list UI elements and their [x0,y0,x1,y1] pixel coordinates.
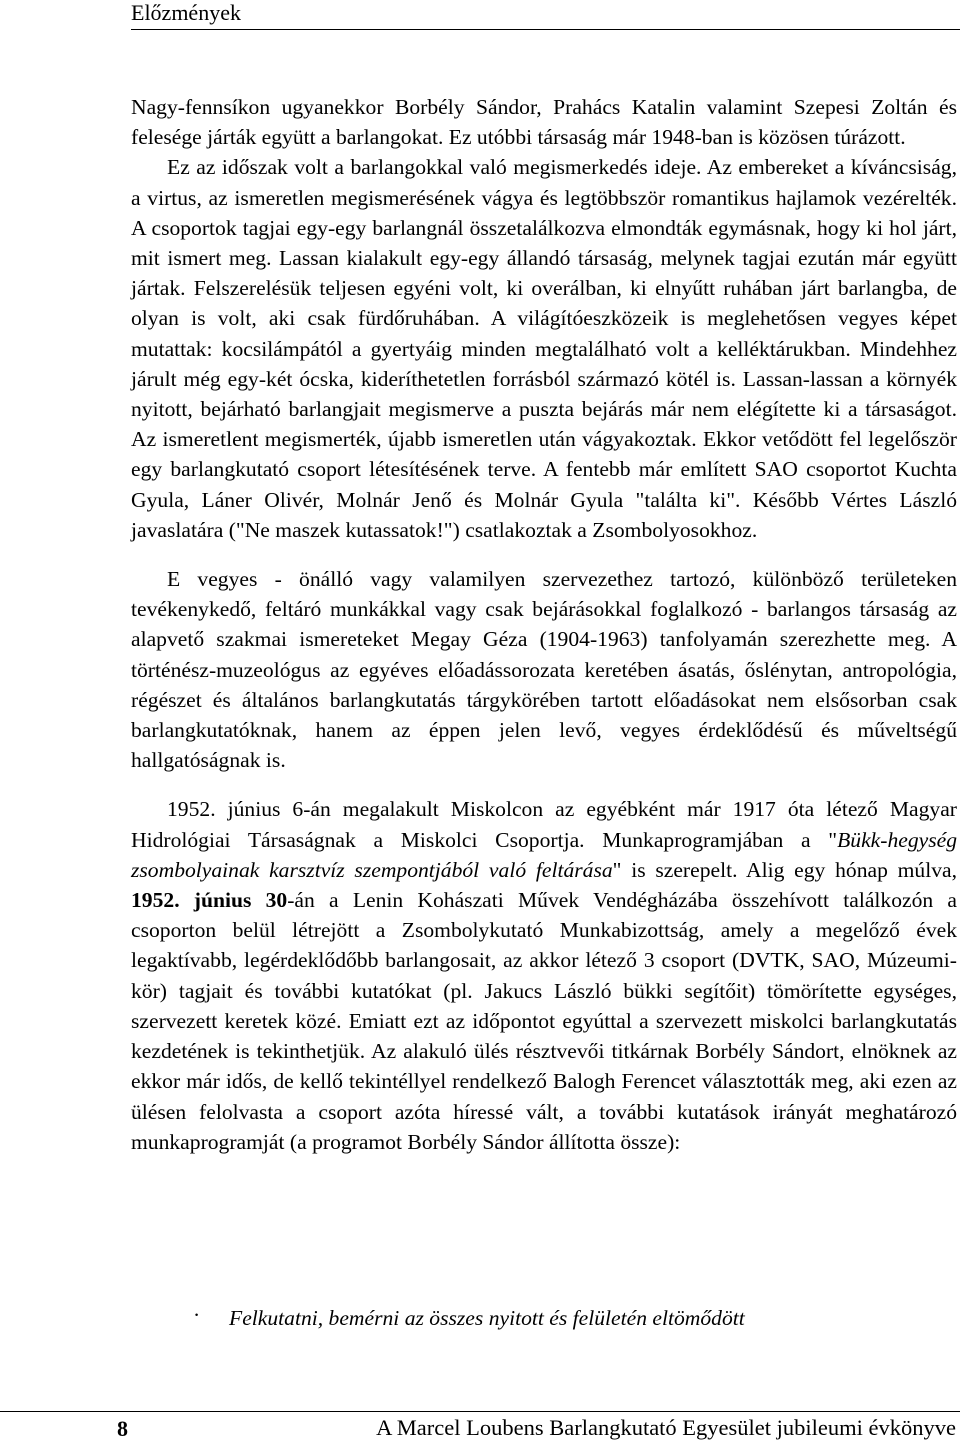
footer-rule [0,1411,960,1412]
paragraph-4-text-1: 1952. június 6-án megalakult Miskolcon az egyébként már 1917 óta létező Magyar Hidrológiai Társaságnak a Miskolci Csoportja. Munkaprogramjában a " [131,797,957,852]
paragraph-2: Ez az időszak volt a barlangokkal való megismerkedés ideje. Az embereket a kíváncsiság, a virtus, az ismeretlen megismerésének vágya és legtöbbször romantikus hajlamok vezérelték. A csoportok tagjai egy-egy barlangnál összetalálkozva elmondták egymásnak, hogy ki hol járt, mit ismert meg. Lassan kialakult egy-egy állandó társaság, melynek tagjai ezután már együtt jártak. Felszerelésük teljesen egyéni volt, ki overálban, ki elnyűtt ruhában járt barlangba, de olyan is volt, aki csak fürdőruhában. A világítóeszközeik is meglehetősen vegyes képet mutattak: kocsilámpától a gyertyáig minden megtalálható volt a kelléktárukban. Mindehhez járult még egy-két ócska, kideríthetetlen forrásból származó kötél is. Lassan-lassan a környék nyitott, bejárható barlangjait megismerve a puszta bejárás már nem elégítette ki a társaságot. Az ismeretlent megismerték, újabb ismeretlen után vágyakoztak. Ekkor vetődött fel legelőször egy barlangkutató csoport létesítésének terve. A fentebb már említett SAO csoportot Kuchta Gyula, Láner Olivér, Molnár Jenő és Molnár Gyula "találta ki". Később Vértes László javaslatára ("Ne maszek kutassatok!") csatlakoztak a Zsombolyosokhoz. [131,155,957,542]
paragraph-1: Nagy-fennsíkon ugyanekkor Borbély Sándor, Prahács Katalin valamint Szepesi Zoltán és felesége járták együtt a barlangokat. Ez utóbbi társaság már 1948-ban is közösen túrázott. [131,95,957,150]
founding-date-bold: 1952. június 30 [131,888,288,913]
footer-book-title: A Marcel Loubens Barlangkutató Egyesület jubileumi évkönyve [376,1415,956,1440]
header-rule [131,29,960,30]
paragraph-4 [131,794,957,1156]
page-header-title: Előzmények [131,0,241,25]
bullet-marker: · [193,1303,201,1327]
page-number: 8 [117,1416,128,1441]
paragraph-4-text-2: " is szerepelt. Alig egy hónap múlva, [612,857,957,882]
body-text [131,92,957,1157]
paragraph-3: E vegyes - önálló vagy valamilyen szervezethez tartozó, különböző területeken tevékenykedő, feltáró munkákkal vagy csak bejárásokkal foglalkozó - barlangos társaság az alapvető szakmai ismereteket Megay Géza (1904-1963) tanfolyamán szerezhette meg. A történész-muzeológus az egyéves előadássorozata keretében ásatás, őslénytan, antropológia, régészet és általános barlangkutatás tárgykörében tartott előadásokat nem elsősorban csak barlangkutatóknak, hanem az éppen jelen levő, vegyes érdeklődésű és műveltségű hallgatóságnak is. [131,567,957,773]
bullet-item-text: Felkutatni, bemérni az összes nyitott és felületén eltömődött [229,1306,745,1330]
program-title-italic: Bükk-hegység zsombolyainak karsztvíz szempontjából való feltárása [131,827,957,882]
paragraph-4-text-3: -án a Lenin Kohászati Művek Vendégházába összehívott találkozón a csoporton belül létrejött a Zsombolykutató Munkabizottság, amely a megelőző évek legaktívabb, legérdeklődőbb barlangosait, az akkor létező 3 csoport (DVTK, SAO, Múzeumi-kör) tagjait és további kutatókat (pl. Jakucs László bükki segítőit) tömörítette egységes, szervezett keretek közé. Emiatt ezt az időpontot egyúttal a szervezett miskolci barlangkutatás kezdetének is tekinthetjük. Az alakuló ülés résztvevői titkárnak Borbély Sándort, elnöknek az ekkor már idős, de kellő tekintéllyel rendelkező Balogh Ferencet választották meg, aki ezen az ülésen felolvasta a csoport azóta híressé vált, a további kutatások irányát meghatározó munkaprogramját (a programot Borbély Sándor állította össze): [131,888,957,1154]
